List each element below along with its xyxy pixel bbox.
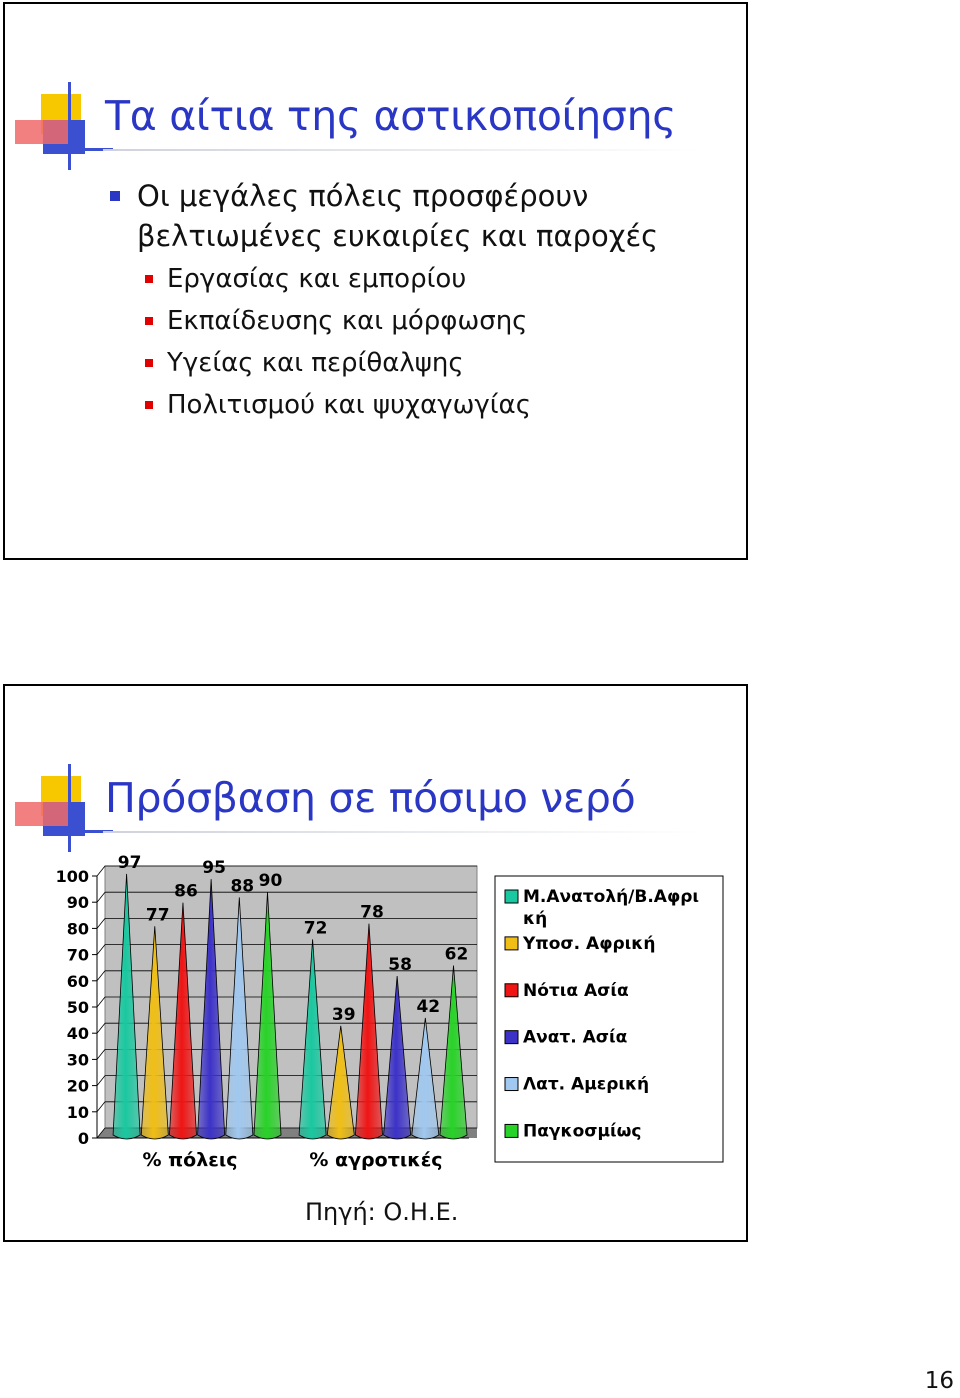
source-note: Πηγή: Ο.Η.Ε. [305,1198,459,1226]
sub-bullet-text: Εκπαίδευσης και μόρφωσης [167,306,528,336]
data-label: 62 [444,944,469,965]
grid-line-side [97,866,105,876]
grid-line-side [97,1023,105,1033]
red-square-bullet-icon [145,359,153,367]
legend-swatch [505,1124,518,1137]
y-tick-label: 100 [55,867,89,886]
y-tick-label: 90 [66,893,89,913]
y-tick-label: 40 [66,1024,89,1044]
legend-swatch [505,984,518,997]
y-tick-label: 80 [66,919,89,939]
blue-square-bullet-icon [110,191,120,201]
sub-bullet-item [137,384,697,426]
sub-bullet-text: Πολιτισμού και ψυχαγωγίας [167,390,531,420]
sub-bullet-item [137,258,697,300]
data-label: 90 [258,871,283,892]
x-category-label: % πόλεις [142,1149,238,1171]
x-category-label: % αγροτικές [309,1149,443,1171]
grid-line-side [97,1076,105,1086]
data-label: 78 [360,902,384,923]
data-label: 77 [145,905,170,926]
legend-label: Λατ. Αμερική [523,1074,650,1095]
grid-line-side [97,892,105,902]
bullet-main [105,176,697,256]
legend-swatch [505,1031,518,1044]
y-tick-label: 60 [66,971,89,991]
red-square-bullet-icon [145,401,153,409]
sub-bullet-text: Εργασίας και εμπορίου [167,264,467,294]
y-tick-label: 50 [66,998,89,1017]
legend-label: Ανατ. Ασία [523,1027,628,1048]
slide-logo-icon [13,82,113,172]
data-label: 42 [416,996,441,1017]
data-label: 58 [388,955,412,976]
page-number: 16 [924,1368,954,1394]
y-tick-label: 30 [66,1050,89,1070]
slide-2 [3,684,748,1242]
data-label: 86 [174,881,198,902]
grid-line-side [97,945,105,955]
water-access-chart [5,686,746,1196]
sub-bullet-list [137,258,697,426]
slide-title: Τα αίτια της αστικοποίησης [105,92,677,140]
bullet-list [105,176,697,426]
legend-swatch [505,1078,518,1091]
grid-line-side [97,1102,105,1112]
data-label: 97 [117,852,142,873]
title-rule [103,149,703,151]
y-tick-label: 20 [66,1076,89,1096]
data-label: 88 [230,876,255,897]
sub-bullet-text: Υγείας και περίθαλψης [167,348,464,378]
grid-line-side [97,971,105,981]
legend-label: Νότια Ασία [523,980,629,1001]
legend-swatch [505,937,518,950]
red-square-bullet-icon [145,275,153,283]
legend-swatch [505,890,518,903]
grid-line-side [97,997,105,1007]
slide-title: Πρόσβαση σε πόσιμο νερό [105,774,636,822]
y-tick-label: 10 [66,1102,89,1122]
data-label: 39 [331,1004,356,1025]
legend-label: Μ.Ανατολή/Β.Αφρι κή [523,887,700,929]
slide-1 [3,2,748,560]
grid-line-side [97,1049,105,1059]
data-label: 95 [202,858,226,879]
y-tick-label: 0 [77,1129,89,1148]
legend-label: Παγκοσμίως [523,1121,642,1142]
sub-bullet-item [137,342,697,384]
red-square-bullet-icon [145,317,153,325]
data-label: 72 [303,918,328,939]
legend-label: Υποσ. Αφρική [523,933,656,954]
sub-bullet-item [137,300,697,342]
bullet-main-text: Οι μεγάλες πόλεις προσφέρουν βελτιωμένες ευκαιρίες και παροχές [137,179,659,253]
y-tick-label: 70 [66,945,89,965]
grid-line-side [97,918,105,928]
